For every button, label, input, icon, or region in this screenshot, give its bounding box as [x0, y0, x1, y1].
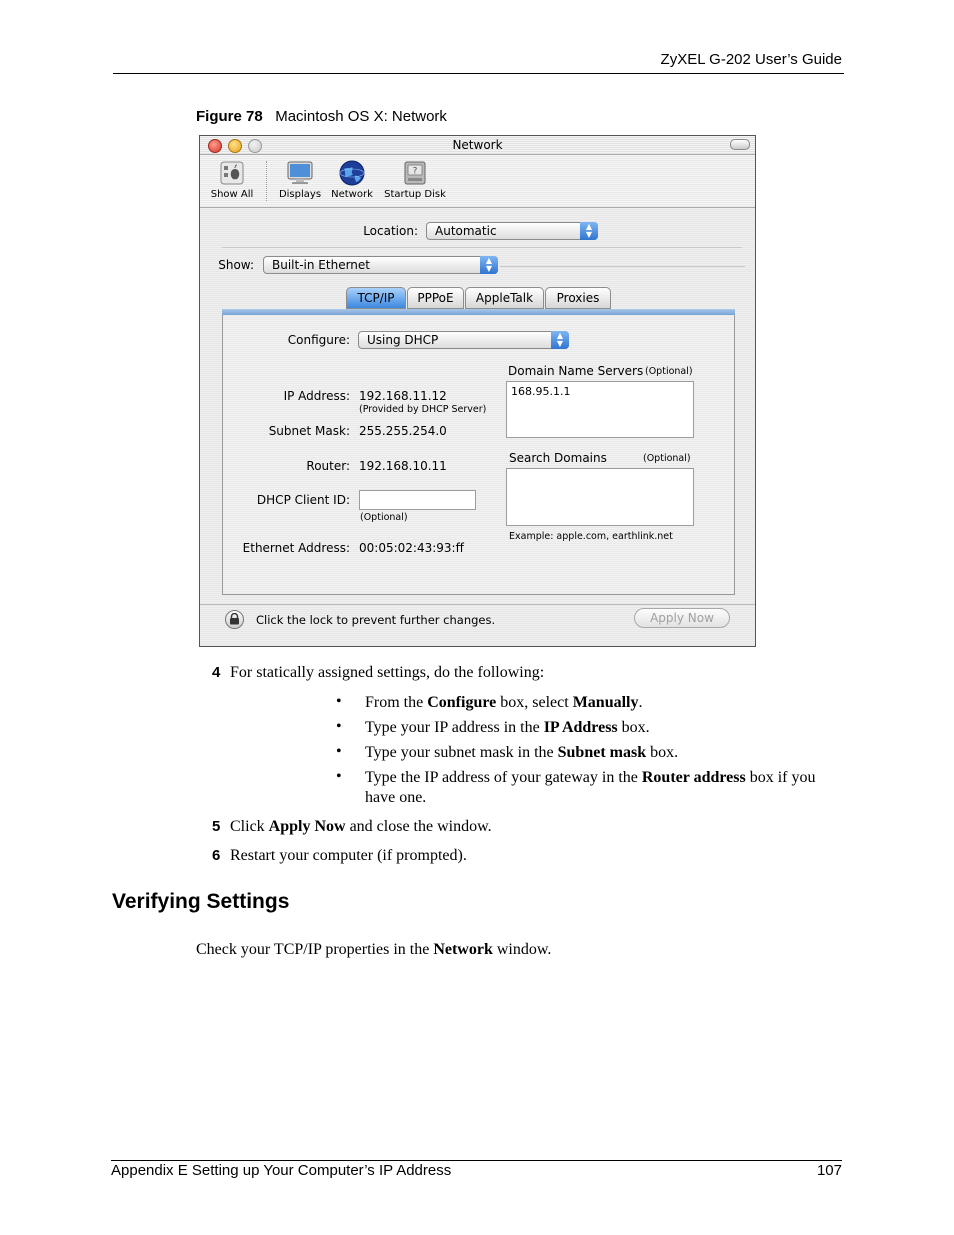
- bullet-1-bold-2: Manually: [572, 694, 639, 711]
- step-6: [212, 847, 467, 865]
- running-header: ZyXEL G-202 User’s Guide: [660, 51, 842, 68]
- subnet-value: 255.255.254.0: [359, 424, 447, 438]
- tab-tcp-ip[interactable]: TCP/IP: [346, 287, 406, 309]
- popup-arrows-icon: ▲ ▼: [580, 222, 598, 240]
- toolbar-label-network: Network: [331, 189, 373, 200]
- bullet-3-text: Type your subnet mask in the: [365, 744, 558, 761]
- step-4-text: For statically assigned settings, do the following:: [230, 664, 545, 681]
- toolbar-network[interactable]: [328, 159, 376, 200]
- svg-text:?: ?: [412, 166, 418, 177]
- popup-arrows-icon: ▲ ▼: [551, 331, 569, 349]
- search-domains-label: Search Domains: [509, 451, 607, 465]
- step-6-text: Restart your computer (if prompted).: [230, 847, 467, 864]
- page-number: 107: [816, 1162, 842, 1179]
- section-text-2: window.: [492, 941, 552, 958]
- configure-value: Using DHCP: [367, 333, 439, 347]
- figure-title: Macintosh OS X: Network: [275, 108, 447, 125]
- dhcp-optional: (Optional): [360, 512, 408, 523]
- configure-label: Configure:: [287, 333, 350, 347]
- dns-value: 168.95.1.1: [511, 385, 571, 398]
- window-titlebar: [200, 136, 755, 155]
- search-domains-optional: (Optional): [643, 453, 691, 464]
- location-value: Automatic: [435, 224, 497, 238]
- step-5-bold: Apply Now: [268, 818, 346, 835]
- router-label: Router:: [306, 459, 350, 473]
- popup-arrows-icon: ▲ ▼: [480, 256, 498, 274]
- step-4: [212, 664, 544, 682]
- step-6-number: 6: [212, 847, 221, 864]
- lock-divider: [200, 604, 755, 605]
- divider: [222, 247, 742, 248]
- apply-now-button[interactable]: Apply Now: [634, 608, 730, 628]
- configure-popup[interactable]: [358, 331, 569, 349]
- bullet-4: [365, 768, 835, 808]
- bullet-1-text-3: .: [638, 694, 643, 711]
- ethernet-value: 00:05:02:43:93:ff: [359, 541, 464, 555]
- bullet-4-text: Type the IP address of your gateway in the: [365, 769, 642, 786]
- bullet-1-text-2: box, select: [496, 694, 573, 711]
- bullet-1-text: From the: [365, 694, 428, 711]
- location-label: Location:: [363, 224, 418, 238]
- show-label: Show:: [218, 258, 254, 272]
- section-text: Check your TCP/IP properties in the: [196, 941, 434, 958]
- globe-icon: [338, 159, 366, 187]
- lock-icon[interactable]: [225, 610, 244, 629]
- dns-optional: (Optional): [645, 366, 693, 377]
- toolbar-displays[interactable]: [276, 159, 324, 200]
- tcpip-panel-top: [222, 309, 735, 315]
- toolbar: [200, 155, 755, 208]
- show-all-icon: [218, 159, 246, 187]
- bullet-marker: •: [336, 743, 342, 760]
- ip-label: IP Address:: [283, 389, 350, 403]
- bullet-2-text: Type your IP address in the: [365, 719, 544, 736]
- show-popup[interactable]: [263, 256, 498, 274]
- tab-appletalk[interactable]: AppleTalk: [465, 287, 544, 309]
- ip-note: (Provided by DHCP Server): [359, 404, 487, 415]
- bullet-2: [365, 718, 835, 738]
- dns-field[interactable]: [506, 381, 694, 438]
- bullet-marker: •: [336, 693, 342, 710]
- router-value: 192.168.10.11: [359, 459, 447, 473]
- subnet-label: Subnet Mask:: [268, 424, 350, 438]
- tab-proxies[interactable]: Proxies: [545, 287, 611, 309]
- toolbar-toggle-icon[interactable]: [730, 139, 750, 150]
- bullet-marker: •: [336, 768, 342, 785]
- toolbar-label-displays: Displays: [278, 189, 322, 200]
- search-domains-field[interactable]: [506, 468, 694, 526]
- toolbar-startup-disk[interactable]: [380, 159, 450, 200]
- location-popup[interactable]: [426, 222, 598, 240]
- show-value: Built-in Ethernet: [272, 258, 370, 272]
- figure-caption: [196, 108, 447, 125]
- step-4-number: 4: [212, 664, 221, 681]
- divider: [500, 266, 745, 267]
- bullet-3-bold: Subnet mask: [557, 744, 647, 761]
- toolbar-separator: [266, 161, 268, 201]
- footer-rule: [111, 1160, 842, 1161]
- step-5-number: 5: [212, 818, 221, 835]
- tab-pppoe[interactable]: PPPoE: [407, 287, 464, 309]
- step-5-text: Click: [230, 818, 269, 835]
- bullet-marker: •: [336, 718, 342, 735]
- section-heading: Verifying Settings: [112, 890, 290, 913]
- header-rule: [113, 73, 844, 74]
- toolbar-show-all[interactable]: [208, 159, 256, 200]
- lock-text: Click the lock to prevent further changes.: [256, 613, 496, 627]
- ethernet-label: Ethernet Address:: [242, 541, 350, 555]
- bullet-1: [365, 693, 835, 713]
- window-title: Network: [452, 138, 503, 152]
- example-text: Example: apple.com, earthlink.net: [509, 531, 673, 542]
- footer-chapter: Appendix E Setting up Your Computer’s IP Address: [111, 1162, 452, 1179]
- section-paragraph: [196, 941, 551, 959]
- dhcp-client-id-label: DHCP Client ID:: [256, 493, 350, 507]
- display-icon: [286, 159, 314, 187]
- padlock-glyph: [229, 613, 240, 625]
- disk-icon: [401, 159, 429, 187]
- toolbar-label-show-all: Show All: [210, 189, 254, 200]
- network-window: [199, 135, 756, 647]
- dns-label: Domain Name Servers: [508, 364, 644, 378]
- bullet-4-bold: Router address: [641, 769, 746, 786]
- bullet-2-text-2: box.: [617, 719, 650, 736]
- bullet-1-bold: Configure: [427, 694, 497, 711]
- ip-value: 192.168.11.12: [359, 389, 447, 403]
- step-5-text-2: and close the window.: [345, 818, 492, 835]
- dhcp-client-id-field[interactable]: [359, 490, 476, 510]
- figure-label: Figure 78: [196, 108, 263, 125]
- bullet-3: [365, 743, 835, 763]
- bullet-3-text-2: box.: [646, 744, 679, 761]
- bullet-4-text-2: box if you have one.: [365, 769, 816, 806]
- toolbar-label-startup-disk: Startup Disk: [384, 189, 446, 200]
- bullet-2-bold: IP Address: [543, 719, 618, 736]
- section-bold: Network: [433, 941, 493, 958]
- step-5: [212, 818, 492, 836]
